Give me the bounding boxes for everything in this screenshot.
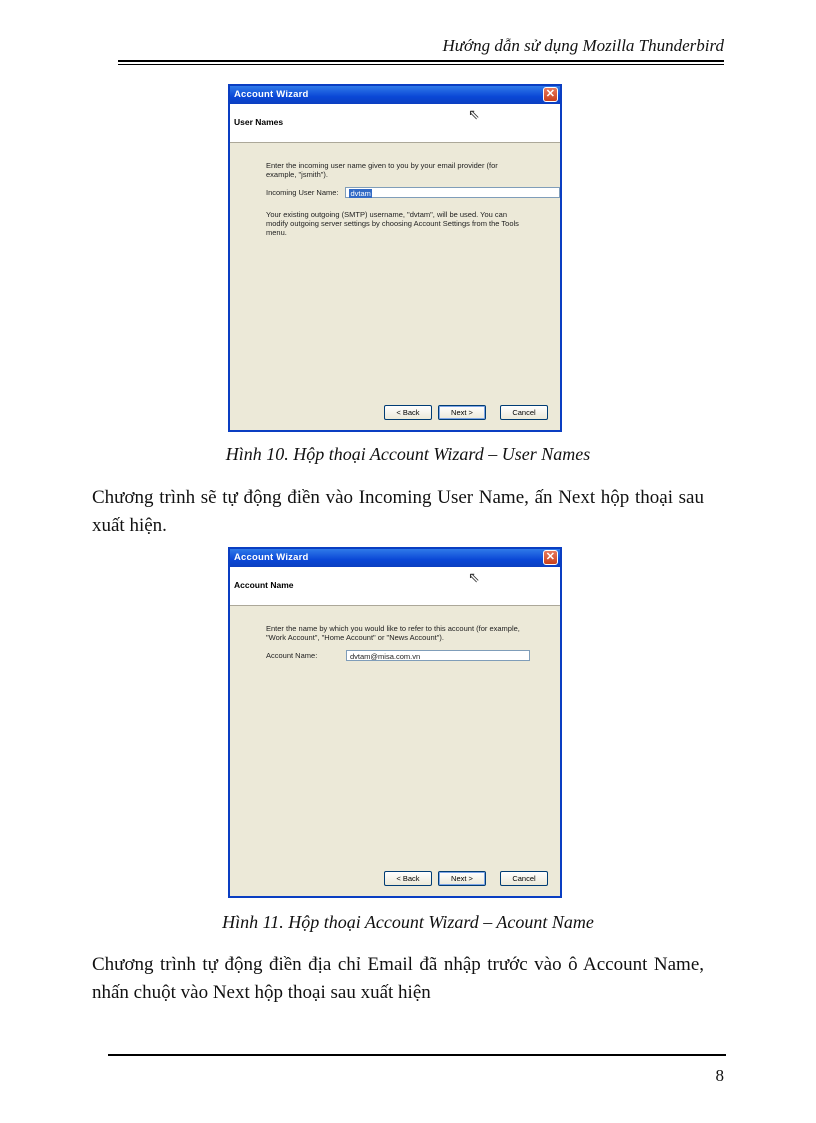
dialog-titlebar	[230, 549, 560, 567]
footer-rule	[108, 1054, 726, 1056]
paragraph-1: Chương trình sẽ tự động điền vào Incoming User Name, ấn Next hộp thoại sau xuất hiện.	[92, 487, 704, 536]
mouse-cursor-icon: ⇖	[468, 106, 480, 122]
wizard-banner	[230, 567, 560, 606]
wizard-banner	[230, 104, 560, 143]
account-wizard-dialog-user-names	[228, 84, 562, 432]
incoming-user-name-label: Incoming User Name:	[266, 188, 339, 197]
dialog-titlebar	[230, 86, 560, 104]
wizard-page-title: User Names	[234, 117, 284, 127]
header-title: Hướng dẫn sử dụng Mozilla Thunderbird	[442, 36, 724, 55]
next-button[interactable]: Next >	[438, 871, 486, 886]
cancel-button[interactable]: Cancel	[500, 871, 548, 886]
header-rule-thick	[118, 60, 724, 62]
wizard-description: Enter the name by which you would like to refer to this account (for example, "Work Account", "Home Account" or "News Account").	[266, 624, 520, 642]
wizard-body	[230, 143, 560, 237]
account-wizard-dialog-account-name	[228, 547, 562, 898]
dialog-title: Account Wizard	[234, 89, 309, 100]
close-icon[interactable]: ✕	[543, 87, 558, 102]
paragraph-2: Chương trình tự động điền địa chỉ Email đã nhập trước vào ô Account Name, nhấn chuột vào Next hộp thoại sau xuất hiện	[92, 954, 704, 1003]
figure-11-caption: Hình 11. Hộp thoại Account Wizard – Acount Name	[222, 912, 594, 932]
wizard-body	[230, 606, 560, 661]
back-button[interactable]: < Back	[384, 405, 432, 420]
page-number: 8	[715, 1066, 724, 1085]
back-button[interactable]: < Back	[384, 871, 432, 886]
wizard-page-title: Account Name	[234, 580, 294, 590]
incoming-user-name-row	[266, 187, 560, 198]
wizard-description: Enter the incoming user name given to you by your email provider (for example, "jsmith").	[266, 161, 498, 179]
header-rule-thin	[118, 64, 724, 65]
mouse-cursor-icon: ⇖	[468, 569, 480, 585]
figure-10-caption: Hình 10. Hộp thoại Account Wizard – User Names	[225, 444, 591, 464]
dialog-title: Account Wizard	[234, 552, 309, 563]
incoming-user-name-input[interactable]	[345, 187, 560, 198]
account-name-input[interactable]: dvtam@misa.com.vn	[346, 650, 530, 661]
incoming-user-name-value: dvtam	[350, 189, 371, 198]
smtp-note: Your existing outgoing (SMTP) username, "dvtam", will be used. You can modify outgoing server settings by choosing Account Settings from the Tools menu.	[266, 210, 519, 237]
next-button[interactable]: Next >	[438, 405, 486, 420]
wizard-buttons	[384, 405, 548, 420]
close-icon[interactable]: ✕	[543, 550, 558, 565]
account-name-label: Account Name:	[266, 651, 318, 660]
account-name-row	[266, 650, 560, 661]
wizard-buttons	[384, 871, 548, 886]
cancel-button[interactable]: Cancel	[500, 405, 548, 420]
